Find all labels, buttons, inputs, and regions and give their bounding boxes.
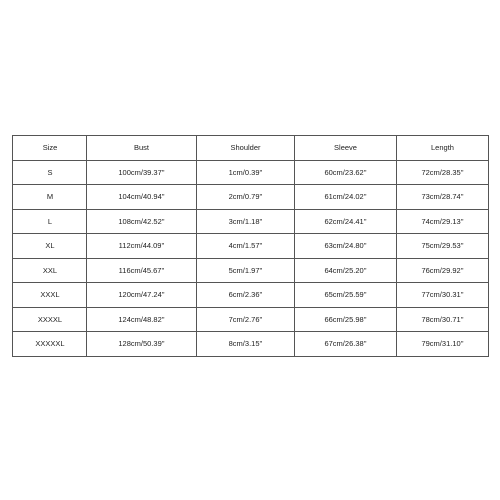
size-cell — [13, 160, 87, 185]
header-length: Length — [397, 136, 489, 161]
table-row — [13, 283, 489, 308]
size-value: L — [47, 216, 53, 226]
table-row — [13, 160, 489, 185]
size-cell — [13, 258, 87, 283]
size-cell — [13, 307, 87, 332]
size-value: XL — [45, 241, 55, 251]
size-cell — [13, 234, 87, 259]
length-cell: 78cm/30.71'' — [397, 307, 489, 332]
length-cell: 73cm/28.74'' — [397, 185, 489, 210]
header-size — [13, 136, 87, 161]
shoulder-cell: 2cm/0.79'' — [197, 185, 295, 210]
sleeve-cell: 61cm/24.02'' — [295, 185, 397, 210]
table-row — [13, 332, 489, 357]
sleeve-cell: 62cm/24.41'' — [295, 209, 397, 234]
size-value: XXXXXL — [35, 339, 65, 349]
bust-cell: 128cm/50.39'' — [87, 332, 197, 357]
header-size-label: Size — [42, 143, 58, 153]
length-cell: 79cm/31.10'' — [397, 332, 489, 357]
size-cell — [13, 332, 87, 357]
size-cell — [13, 185, 87, 210]
table-row — [13, 185, 489, 210]
size-value: XXL — [42, 265, 58, 275]
sleeve-cell: 60cm/23.62'' — [295, 160, 397, 185]
sleeve-cell: 64cm/25.20'' — [295, 258, 397, 283]
table-row — [13, 234, 489, 259]
size-value: M — [46, 192, 54, 202]
bust-cell: 116cm/45.67'' — [87, 258, 197, 283]
table-row — [13, 307, 489, 332]
length-cell: 75cm/29.53'' — [397, 234, 489, 259]
length-cell: 76cm/29.92'' — [397, 258, 489, 283]
shoulder-cell: 5cm/1.97'' — [197, 258, 295, 283]
size-cell — [13, 283, 87, 308]
length-cell: 74cm/29.13'' — [397, 209, 489, 234]
shoulder-cell: 3cm/1.18'' — [197, 209, 295, 234]
length-cell: 77cm/30.31'' — [397, 283, 489, 308]
sleeve-cell: 66cm/25.98'' — [295, 307, 397, 332]
shoulder-cell: 8cm/3.15'' — [197, 332, 295, 357]
bust-cell: 104cm/40.94'' — [87, 185, 197, 210]
shoulder-cell: 4cm/1.57'' — [197, 234, 295, 259]
shoulder-cell: 6cm/2.36'' — [197, 283, 295, 308]
shoulder-cell: 1cm/0.39'' — [197, 160, 295, 185]
size-cell — [13, 209, 87, 234]
table-row — [13, 258, 489, 283]
bust-cell: 100cm/39.37'' — [87, 160, 197, 185]
header-shoulder: Shoulder — [197, 136, 295, 161]
size-value: S — [47, 167, 53, 177]
shoulder-cell: 7cm/2.76'' — [197, 307, 295, 332]
length-cell: 72cm/28.35'' — [397, 160, 489, 185]
size-chart-table — [12, 135, 489, 357]
size-value: XXXL — [40, 290, 60, 300]
bust-cell: 112cm/44.09'' — [87, 234, 197, 259]
bust-cell: 120cm/47.24'' — [87, 283, 197, 308]
sleeve-cell: 63cm/24.80'' — [295, 234, 397, 259]
bust-cell: 124cm/48.82'' — [87, 307, 197, 332]
header-sleeve: Sleeve — [295, 136, 397, 161]
table-header-row — [13, 136, 489, 161]
sleeve-cell: 67cm/26.38'' — [295, 332, 397, 357]
header-bust: Bust — [87, 136, 197, 161]
size-value: XXXXL — [37, 314, 63, 324]
sleeve-cell: 65cm/25.59'' — [295, 283, 397, 308]
table-row — [13, 209, 489, 234]
bust-cell: 108cm/42.52'' — [87, 209, 197, 234]
